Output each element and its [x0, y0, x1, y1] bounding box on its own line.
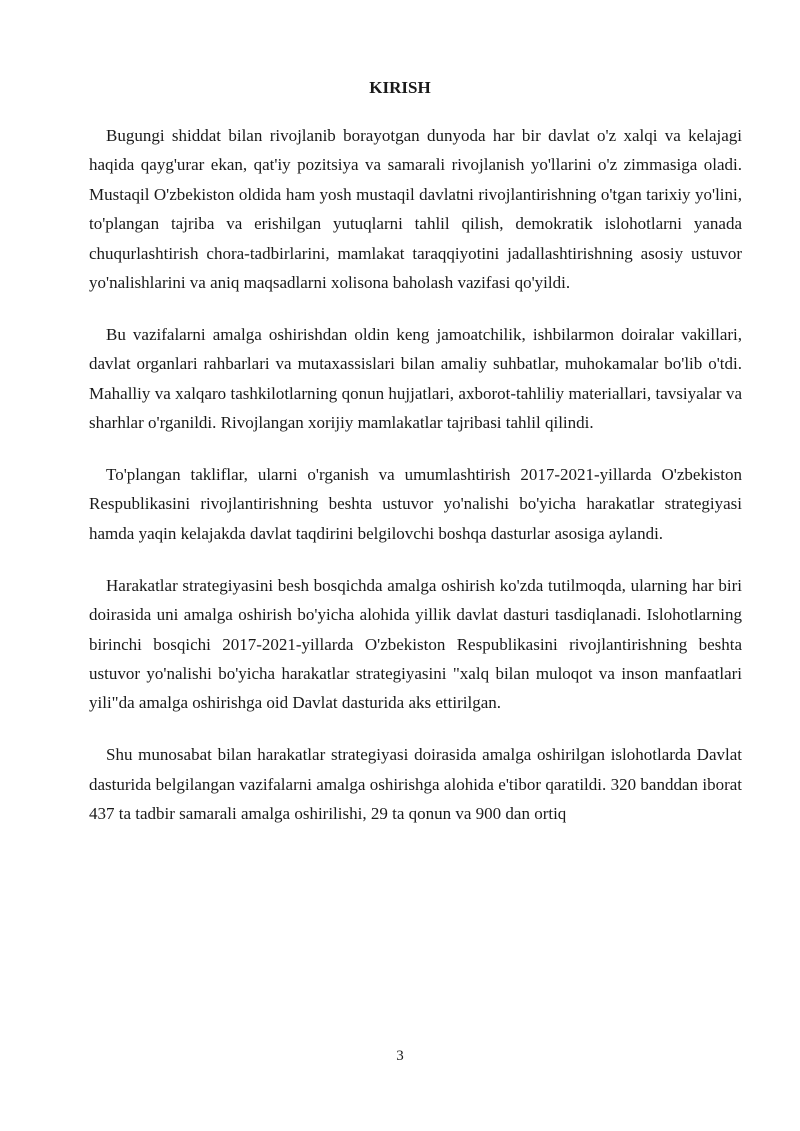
paragraph-1: Bugungi shiddat bilan rivojlanib borayotgan dunyoda har bir davlat o'z xalqi va kelajagi haqida qayg'urar ekan, qat'iy pozitsiya va samarali rivojlanish yo'llarini o'z zimmasiga oladi. Mustaqil O'zbekiston oldida ham yosh mustaqil davlatni rivojlantirishning o'tgan tarixiy yo'lini, to'plangan tajriba va erishilgan yutuqlarni tahlil qilish, demokratik islohotlarni yanada chuqurlashtirish chora-tadbirlarini, mamlakat taraqqiyotini jadallashtirishning asosiy ustuvor yo'nalishlarini va aniq maqsadlarni xolisona baholash vazifasi qo'yildi. [89, 126, 742, 293]
page-number: 3 [396, 1048, 404, 1064]
paragraph-3: To'plangan takliflar, ularni o'rganish va umumlashtirish 2017-2021-yillarda O'zbekiston Respublikasini rivojlantirishning beshta ustuvor yo'nalishi bo'yicha harakatlar strategiyasi hamda yaqin kelajakda davlat taqdirini belgilovchi boshqa dasturlar asosiga aylandi. [89, 465, 742, 543]
body-text [89, 121, 742, 829]
paragraph-2: Bu vazifalarni amalga oshirishdan oldin keng jamoatchilik, ishbilarmon doiralar vakillari, davlat organlari rahbarlari va mutaxassislari bilan amaliy suhbatlar, muhokamalar bo'lib o'tdi. Mahalliy va xalqaro tashkilotlarning qonun hujjatlari, axborot-tahliliy materiallari, tavsiyalar va sharhlar o'rganildi. Rivojlangan xorijiy mamlakatlar tajribasi tahlil qilindi. [89, 324, 742, 433]
paragraph-5: Shu munosabat bilan harakatlar strategiyasi doirasida amalga oshirilgan islohotlarda Davlat dasturida belgilangan vazifalarni amalga oshirishga alohida e'tibor qaratildi. 320 banddan iborat 437 ta tadbir samarali amalga oshirilishi, 29 ta qonun va 900 dan ortiq [89, 745, 742, 824]
section-title: KIRISH [369, 78, 431, 97]
paragraph-4: Harakatlar strategiyasini besh bosqichda amalga oshirish ko'zda tutilmoqda, ularning har biri doirasida uni amalga oshirish bo'yicha alohida yillik davlat dasturi tasdiqlanadi. Islohotlarning birinchi bosqichi 2017-2021-yillarda O'zbekiston Respublikasini rivojlantirishning beshta ustuvor yo'nalishi bo'yicha harakatlar strategiyasini "xalq bilan muloqot va inson manfaatlari yili"da amalga oshirishga oid Davlat dasturida aks ettirilgan. [89, 575, 742, 713]
